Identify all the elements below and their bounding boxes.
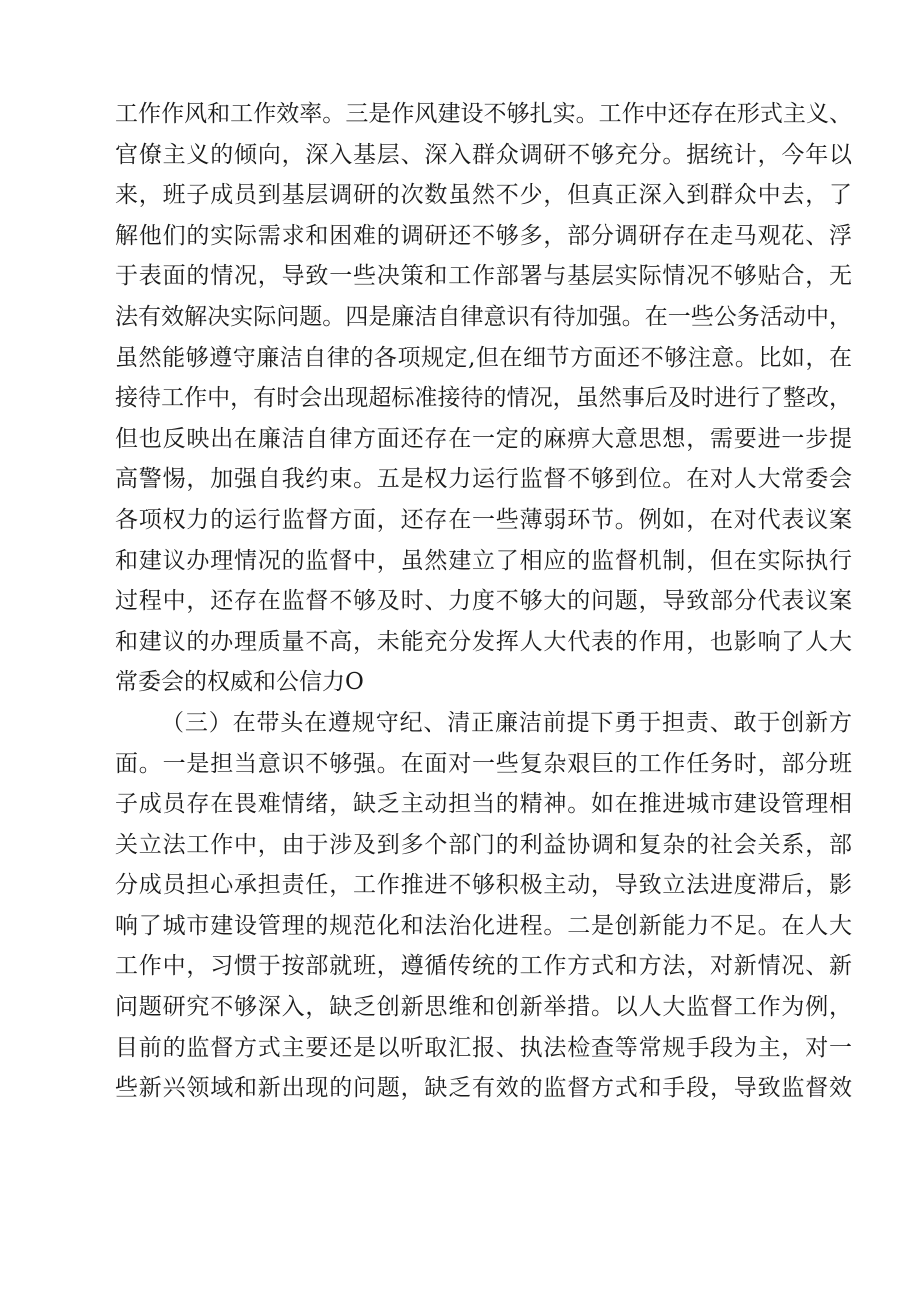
text-line: 分成员担心承担责任，工作推进不够积极主动，导致立法进度滞后，影 <box>115 872 852 899</box>
text-line: 来，班子成员到基层调研的次数虽然不少，但真正深入到群众中去，了 <box>115 182 852 209</box>
text-line: 工作作风和工作效率。三是作风建设不够扎实。工作中还存在形式主义、 <box>115 101 852 127</box>
text-line: 和建议的办理质量不高，未能充分发挥人大代表的作用，也影响了人大 <box>115 628 852 655</box>
text-line: 工作中，习惯于按部就班，遵循传统的工作方式和方法，对新情况、新 <box>115 953 852 980</box>
text-line: 于表面的情况，导致一些决策和工作部署与基层实际情况不够贴合，无 <box>115 263 852 290</box>
text-line: 虽然能够遵守廉洁自律的各项规定,但在细节方面还不够注意。比如，在 <box>115 344 852 371</box>
text-line: 官僚主义的倾向，深入基层、深入群众调研不够充分。据统计，今年以 <box>115 141 852 168</box>
text-line: 法有效解决实际问题。四是廉洁自律意识有待加强。在一些公务活动中， <box>115 303 852 330</box>
text-line: 些新兴领域和新出现的问题，缺乏有效的监督方式和手段，导致监督效 <box>115 1075 852 1102</box>
document-page <box>115 94 852 1109</box>
text-line: 各项权力的运行监督方面，还存在一些薄弱环节。例如，在对代表议案 <box>115 506 852 533</box>
text-line: 接待工作中，有时会出现超标准接待的情况，虽然事后及时进行了整改， <box>115 385 852 412</box>
text-line: 问题研究不够深入，缺乏创新思维和创新举措。以人大监督工作为例， <box>115 994 852 1021</box>
text-line: 过程中，还存在监督不够及时、力度不够大的问题，导致部分代表议案 <box>115 588 852 615</box>
text-line: 解他们的实际需求和困难的调研还不够多，部分调研存在走马观花、浮 <box>115 222 852 249</box>
text-line: 常委会的权威和公信力O <box>115 669 364 696</box>
text-line: 但也反映出在廉洁自律方面还存在一定的麻痹大意思想，需要进一步提 <box>115 425 852 452</box>
text-line: 子成员存在畏难情绪，缺乏主动担当的精神。如在推进城市建设管理相 <box>115 791 852 818</box>
text-line: 面。一是担当意识不够强。在面对一些复杂艰巨的工作任务时，部分班 <box>115 750 852 777</box>
text-line: 响了城市建设管理的规范化和法治化进程。二是创新能力不足。在人大 <box>115 912 852 939</box>
text-line: 关立法工作中，由于涉及到多个部门的利益协调和复杂的社会关系，部 <box>115 831 852 858</box>
paragraph-1 <box>115 94 852 703</box>
paragraph-2 <box>115 703 852 1109</box>
text-line: 目前的监督方式主要还是以听取汇报、执法检查等常规手段为主，对一 <box>115 1034 852 1061</box>
text-line: 和建议办理情况的监督中，虽然建立了相应的监督机制，但在实际执行 <box>115 547 852 574</box>
section-heading-line: （三）在带头在遵规守纪、清正廉洁前提下勇于担责、敢于创新方 <box>161 709 852 736</box>
text-line: 高警惕，加强自我约束。五是权力运行监督不够到位。在对人大常委会 <box>115 466 852 493</box>
